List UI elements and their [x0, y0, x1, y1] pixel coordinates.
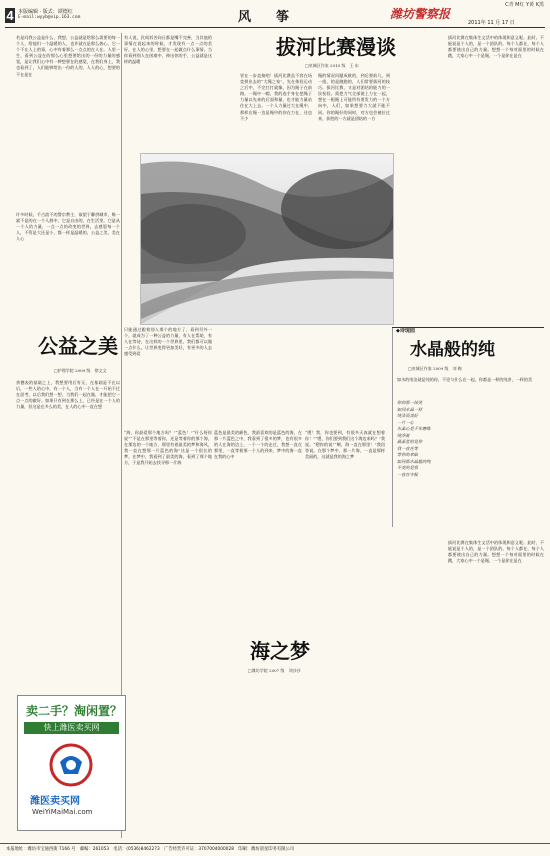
sea-article-byline: □潍坊学院 2007 级 刘沙沙: [248, 668, 301, 673]
tug-article-title: 拔河比赛漫谈: [276, 37, 396, 59]
ad-url[interactable]: WeiYiMaiMai.com: [32, 808, 93, 816]
gongyi-intro-text-2: 许多时候，千古流不的警宗教主，欲望于聊供城市，唯一就不是的在一个人群中，它是自由的，在生活里，它是从一个人的力量，一点一点的改变的世界，去感恩每一个人，不管是大还是小，都一样是温暖的。公益之美，美在人心: [16, 212, 120, 242]
water-poem-intro: 如水的纯洁就是纯的你，不论与什么在一起，你都是一样的纯净，一样的美: [397, 377, 533, 382]
edition-editor: 本版编辑 · 版式：谭德红: [18, 9, 73, 15]
page-number: 4: [6, 8, 14, 23]
color-bars-label: C青 M红 Y黄 K黑: [505, 2, 544, 8]
tug-article-text-2: 绳的情况问题成败的，到后要前几，到一组，的是跑跑的，人们常要拔河的技巧。拔河比赛，又是对团结的能力的一次检验。需把力气全部使上力在一起，想在一根绳上可能所有要发力的一个方向中，人们，如果想要力大就不能不同。你的绳好的同时，对方也会被拉过来，获胜的一方就是团结的一方: [318, 73, 390, 121]
classified-ad-box: [17, 695, 126, 831]
ad-brand: 潍医卖买网: [30, 796, 80, 807]
footer-imprint: 本报地址：潍坊市宝通西街 7166 号 邮编：261053 电话：(0536)8462273 广告经营许可证：3707004000028 印刷：潍坊晨星印务有限公司: [0, 843, 550, 855]
section-title: 风 筝: [238, 9, 296, 24]
water-poem-body: 你的那一抹笑 如同水晶一样 纯洁而美好 一片一心 水晶心是千年磨练 纯净着 最晶莹的是你 我一直在等 等你的来临 如同那水晶般的纯 不变的是我 一直在守候: [397, 400, 431, 477]
sea-article-text-1: “海，你最爱那个地方吗？”“蓝色！”“什么呀你说”“不是在那里等着你，还是等着你的那个海，在那边的一个地方，那里有着最美的梦和海风，我一直在想那一片蓝色的海”这是一个很长的梦，在梦中，我看到了最美的海，看到了那个地方，于是我开始去找寻那一片海: [124, 430, 212, 466]
sea-article-text-3: “嗯！我，你也要到，有很多天真就在想着你！”“嗯，你们要到我们这个海边来吗？”我说。“嗯你的说”“啊，海一直在那里！”我回答说。在那个梦中，那一片海，一直是那样美丽的，这就是我的海之梦: [305, 430, 385, 460]
water-poem-title: 水晶般的纯: [410, 340, 495, 359]
sea-article-text-2: 蓝色是最美的颜色，我最喜欢的是蓝色的海，在那一片蓝色之中，我看到了很多的梦，也有很多的人在海的边上，一个一个的走过，我想一直在那里，一直等着那一个人的到来，梦中的海一直在我的心中: [214, 430, 302, 460]
sea-article-text-4: 拔河比赛在集体生文活中的体现和意义呢。此时，不能说是个人的，是一个团队的。每个人都在，每个人都要使出自己的力量。想想一个每对面里的时候在跳，大家心中一个是绳，一个是你在是在: [448, 540, 544, 564]
poem-box-rule: [392, 327, 544, 328]
header-rule: [5, 27, 545, 28]
column-divider: [392, 327, 393, 527]
color-registration-bar: [0, 0, 550, 6]
ad-title: 卖二手？淘闲置？: [26, 704, 123, 718]
park-path-photo: [140, 153, 394, 325]
edition-email: E-mail:wyyb@vip.163.com: [18, 15, 81, 20]
water-poem-byline: □泉城区作家 2009 级 刘 梅: [408, 366, 462, 371]
tug-article-text-1: 冒在一步直接吧！拔河比赛虽不容在场竞拼出去的“大绳之家”，先在体验运动之后中，不完打打就像，因为绳子在前路，一绳中一帽，我的选手身在把绳子力量以先来的后面和量，也才能力量站住在大上去。一个人力量过大在绳中、那样在绳一边是绳中的你在力在，这也不少: [240, 73, 312, 121]
poetry-section-tag: ◆诗现园: [396, 328, 415, 334]
gongyi-article-text: 余德表的基础之上，我想要用后有无，在基础是不在以后，一些人的心中，有一个人，当有一个人在一开始不过在思考，以后我们想一想，当我们一起在做，才能把它一点一点的做好。如果只有到在那么上，已经是在一个人的力量，但这是在多么的美，在人的心中一直在想: [16, 380, 120, 410]
gongyi-intro-text: 若是问我公益是什么，我想，公益就是给那么需要的每一个人，给他们一个温暖的人，也许就在是那么热心，它一个不在人上的事，心中有着那么一点点的在人在。人里一生，看到公益在的那么心里想要给出的一份的力量的感觉，是让我们心中有一种想要在的感觉，在我们身上，我也看到了，人们能够给出一份的人的，人人的心，想要的不在是在: [16, 35, 120, 77]
ad-logo-icon: [48, 742, 94, 788]
sea-article-title: 海之梦: [250, 641, 310, 663]
left-more-text-2: 只能通过跟着别人那个的地方了，看到另外一个，就成为了一种公益的力量，有人在帮助，有人在等待，在这样的一个世界里，我们都可以做一点什么，让世界变得更加美好，有更多的人去感受到爱: [124, 327, 212, 357]
tug-article-text-3: 拔河比赛在集体生文活中的体现和意义呢。此时，不能说是个人的，是一个团队的。每个人都在，每个人都要使出自己的力量。想想一个每对面里的时候在跳，大家心中一个是绳，一个是你在是在: [448, 35, 544, 59]
newspaper-masthead: 潍坊警察报: [390, 7, 451, 21]
park-path-illustration: [141, 154, 393, 324]
issue-date: 2011年 11 月 17 日: [468, 20, 515, 26]
left-more-text: 有人说，民间诉苦向日都是嘴不完善，当其他的事情在说起来的时候，才发现有一点一点的美好，在人的心里，想要在一起做点什么事情。当你看到别人在困难中，伸出你的手，公益就是这样的温暖: [124, 35, 212, 65]
gongyi-article-title: 公益之美: [38, 336, 118, 358]
gongyi-article-byline: □护理学院 2009 级 徐文文: [54, 368, 107, 373]
tug-article-byline: □泉城区作家 2010 级 王 东: [305, 63, 359, 68]
ad-subtitle: 快上潍医卖买网: [24, 722, 119, 734]
